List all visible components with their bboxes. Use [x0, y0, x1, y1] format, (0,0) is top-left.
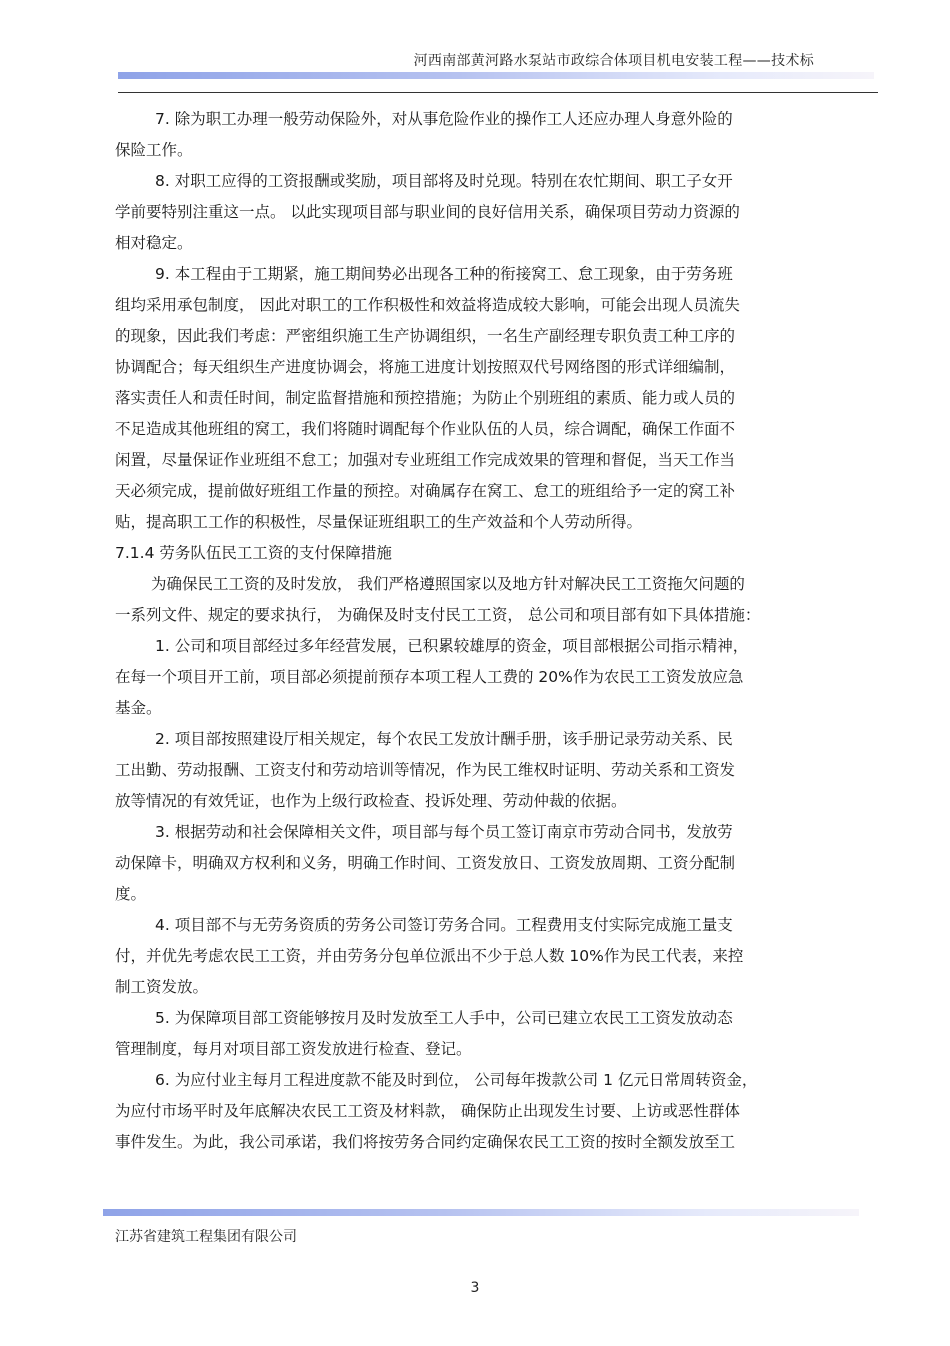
paragraph-line: 天必须完成，提前做好班组工作量的预控。对确属存在窝工、怠工的班组给予一定的窝工补: [115, 482, 736, 500]
header-title: 河西南部黄河路水泵站市政综合体项目机电安装工程——技术标: [413, 53, 814, 69]
paragraph-line: 为应付市场平时及年底解决农民工工资及材料款， 确保防止出现发生讨要、上访或恶性群体: [115, 1102, 740, 1120]
paragraph-line: 贴，提高职工工作的积极性，尽量保证班组职工的生产效益和个人劳动所得。: [115, 513, 643, 531]
paragraph-line: 6. 为应付业主每月工程进度款不能及时到位， 公司每年拨款公司 1 亿元日常周转资金，: [155, 1071, 758, 1089]
footer-company: 江苏省建筑工程集团有限公司: [115, 1229, 297, 1245]
body-text: [115, 104, 867, 1158]
paragraph-line: 在每一个项目开工前，项目部必须提前预存本项工程人工费的 20%作为农民工工资发放应急: [115, 668, 744, 686]
page-number: 3: [470, 1280, 480, 1296]
paragraph-line: 付，并优先考虑农民工工资，并由劳务分包单位派出不少于总人数 10%作为民工代表，来控: [115, 947, 744, 965]
paragraph-line: 9. 本工程由于工期紧，施工期间势必出现各工种的衔接窝工、怠工现象，由于劳务班: [155, 265, 733, 283]
paragraph-line: 组均采用承包制度， 因此对职工的工作积极性和效益将造成较大影响，可能会出现人员流失: [115, 296, 740, 314]
paragraph-line: 学前要特别注重这一点。 以此实现项目部与职业间的良好信用关系，确保项目劳动力资源的: [115, 203, 740, 221]
paragraph-line: 2. 项目部按照建设厅相关规定，每个农民工发放计酬手册，该手册记录劳动关系、民: [155, 730, 733, 748]
paragraph-line: 的现象，因此我们考虑：严密组织施工生产协调组织，一名生产副经理专职负责工种工序的: [115, 327, 736, 345]
footer-gradient-bar: [103, 1209, 859, 1216]
header-gradient-bar: [118, 72, 874, 79]
section-heading: 7.1.4 劳务队伍民工工资的支付保障措施: [115, 544, 392, 562]
paragraph-line: 8. 对职工应得的工资报酬或奖励，项目部将及时兑现。特别在农忙期间、职工子女开: [155, 172, 733, 190]
paragraph-line: 5. 为保障项目部工资能够按月及时发放至工人手中，公司已建立农民工工资发放动态: [155, 1009, 733, 1027]
paragraph-line: 为确保民工工资的及时发放， 我们严格遵照国家以及地方针对解决民工工资拖欠问题的: [151, 575, 745, 593]
paragraph-line: 闲置，尽量保证作业班组不怠工；加强对专业班组工作完成效果的管理和督促，当天工作当: [115, 451, 736, 469]
paragraph-line: 相对稳定。: [115, 234, 193, 252]
paragraph-line: 一系列文件、规定的要求执行， 为确保及时支付民工工资， 总公司和项目部有如下具体措施：: [115, 606, 761, 624]
paragraph-line: 1. 公司和项目部经过多年经营发展，已积累较雄厚的资金，项目部根据公司指示精神，: [155, 637, 749, 655]
paragraph-line: 不足造成其他班组的窝工，我们将随时调配每个作业队伍的人员，综合调配，确保工作面不: [115, 420, 736, 438]
paragraph-line: 事件发生。为此，我公司承诺，我们将按劳务合同约定确保农民工工资的按时全额发放至工: [115, 1133, 736, 1151]
paragraph-line: 度。: [115, 885, 147, 903]
paragraph-line: 协调配合；每天组织生产进度协调会，将施工进度计划按照双代号网络图的形式详细编制，: [115, 358, 736, 376]
header-rule: [118, 92, 878, 93]
paragraph-line: 保险工作。: [115, 141, 193, 159]
paragraph-line: 基金。: [115, 699, 162, 717]
paragraph-line: 工出勤、劳动报酬、工资支付和劳动培训等情况，作为民工维权时证明、劳动关系和工资发: [115, 761, 736, 779]
paragraph-line: 制工资发放。: [115, 978, 209, 996]
paragraph-line: 4. 项目部不与无劳务资质的劳务公司签订劳务合同。工程费用支付实际完成施工量支: [155, 916, 733, 934]
paragraph-line: 放等情况的有效凭证，也作为上级行政检查、投诉处理、劳动仲裁的依据。: [115, 792, 627, 810]
paragraph-line: 7. 除为职工办理一般劳动保险外，对从事危险作业的操作工人还应办理人身意外险的: [155, 110, 733, 128]
paragraph-line: 动保障卡，明确双方权利和义务，明确工作时间、工资发放日、工资发放周期、工资分配制: [115, 854, 736, 872]
paragraph-line: 3. 根据劳动和社会保障相关文件，项目部与每个员工签订南京市劳动合同书，发放劳: [155, 823, 733, 841]
paragraph-line: 管理制度，每月对项目部工资发放进行检查、登记。: [115, 1040, 472, 1058]
paragraph-line: 落实责任人和责任时间，制定监督措施和预控措施；为防止个别班组的素质、能力或人员的: [115, 389, 736, 407]
